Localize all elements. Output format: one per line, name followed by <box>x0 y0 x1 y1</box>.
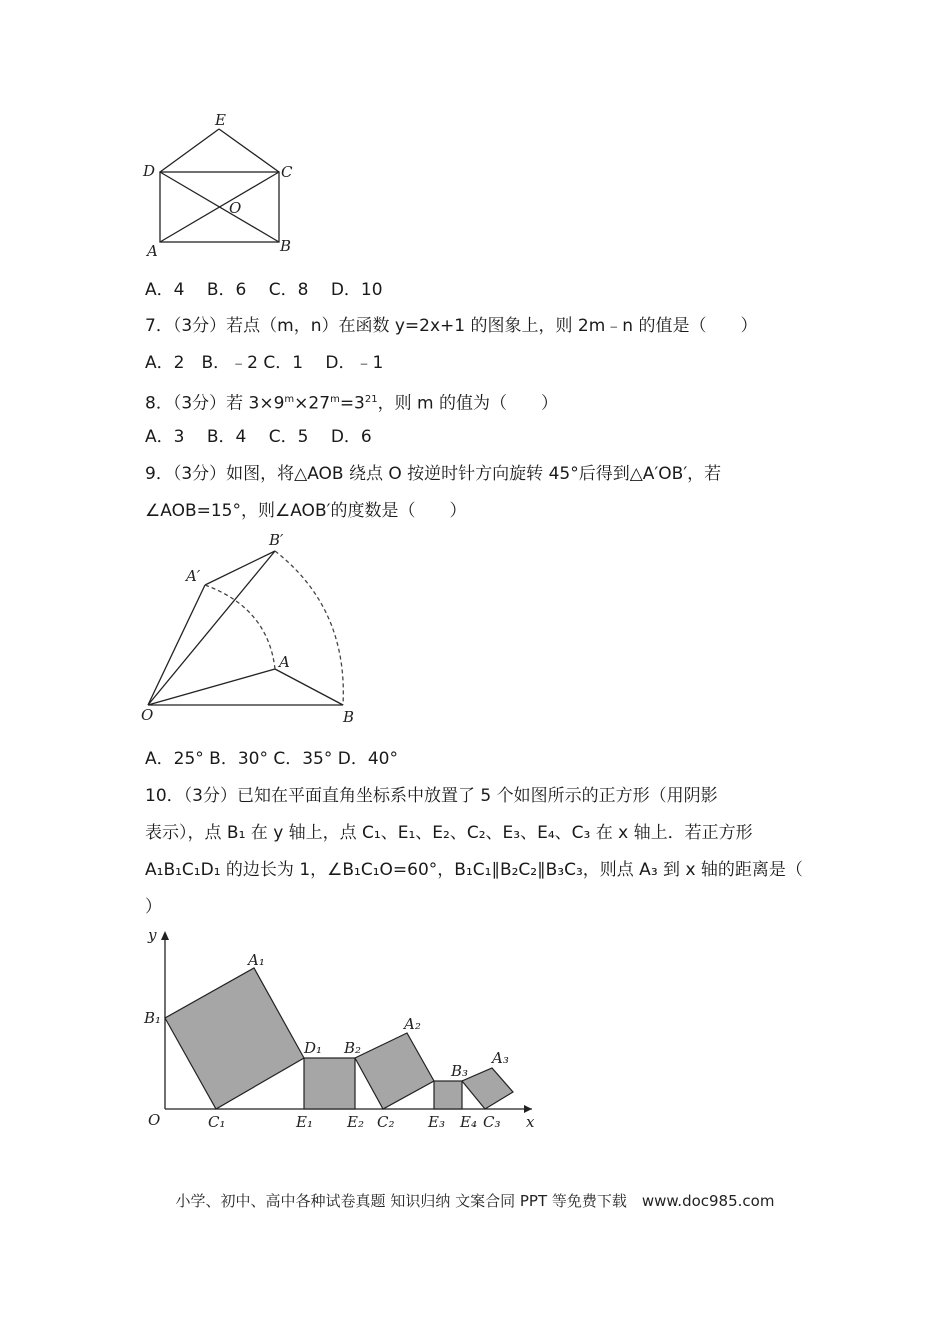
square-4 <box>434 1081 462 1109</box>
q10-stem-line1: 10．（3分）已知在平面直角坐标系中放置了 5 个如图所示的正方形（用阴影 <box>145 786 718 806</box>
q8-stem <box>145 388 558 416</box>
q10-label-a2: A₂ <box>404 1015 421 1033</box>
q10-label-d1: D₁ <box>304 1039 323 1057</box>
q10-label-b3: B₃ <box>451 1062 469 1080</box>
q7-stem: 7．（3分）若点（m，n）在函数 y=2x+1 的图象上，则 2m﹣n 的值是（ ） <box>145 316 758 336</box>
q10-label-y: y <box>148 926 157 944</box>
q9-rotation-figure <box>138 528 368 728</box>
q10-label-a3: A₃ <box>492 1049 509 1067</box>
q6-options: A．4 B．6 C．8 D．10 <box>145 280 383 300</box>
q9-label-bprime: B′ <box>269 531 284 549</box>
q10-label-c3: C₃ <box>483 1113 501 1131</box>
q8-stem-prefix: 8．（3分）若 3×9 <box>145 393 285 414</box>
q10-label-e3: E₃ <box>428 1113 445 1131</box>
q10-label-a1: A₁ <box>248 951 265 969</box>
q9-label-o: O <box>141 706 154 724</box>
q6-label-c: C <box>281 163 293 181</box>
q10-stem-line4: ） <box>145 897 162 917</box>
q8-sup3: 21 <box>364 394 378 405</box>
q9-label-aprime: A′ <box>186 567 201 585</box>
q10-label-b1: B₁ <box>144 1009 162 1027</box>
q10-stem-line2: 表示），点 B₁ 在 y 轴上，点 C₁、E₁、E₂、C₂、E₃、E₄、C₃ 在 x 轴上．若正方形 <box>145 823 753 843</box>
q6-label-d: D <box>143 162 156 180</box>
square-2 <box>304 1058 355 1109</box>
q9-stem-line1: 9．（3分）如图，将△AOB 绕点 O 按逆时针方向旋转 45°后得到△A′OB′，若 <box>145 464 722 484</box>
q6-label-a: A <box>147 242 158 260</box>
q10-label-e4: E₄ <box>460 1113 477 1131</box>
q8-sup2: m <box>330 394 340 405</box>
q6-label-o: O <box>229 199 242 217</box>
square-3 <box>355 1033 434 1109</box>
q8-options: A．3 B．4 C．5 D．6 <box>145 427 372 447</box>
q9-stem-line2: ∠AOB=15°，则∠AOB′的度数是（ ） <box>145 501 467 521</box>
q8-stem-suffix: ，则 m 的值为（ ） <box>377 393 558 414</box>
q10-label-x: x <box>526 1113 535 1131</box>
q9-label-a: A <box>279 653 290 671</box>
q8-stem-eq: =3 <box>339 393 365 414</box>
q10-label-b2: B₂ <box>344 1039 362 1057</box>
q6-label-b: B <box>280 237 292 255</box>
q9-options: A．25° B．30° C．35° D．40° <box>145 749 398 769</box>
q8-stem-mid: ×27 <box>294 393 331 414</box>
q6-label-e: E <box>215 111 226 129</box>
page-footer: 小学、初中、高中各种试卷真题 知识归纳 文案合同 PPT 等免费下载 www.doc985.com <box>175 1192 775 1210</box>
q10-squares-figure <box>140 925 550 1140</box>
q7-options: A．2 B．﹣2 C．1 D．﹣1 <box>145 353 384 373</box>
square-5 <box>462 1068 513 1109</box>
q10-stem-line3: A₁B₁C₁D₁ 的边长为 1，∠B₁C₁O=60°，B₁C₁∥B₂C₂∥B₃C₃，则点 A₃ 到 x 轴的距离是（ <box>145 860 803 880</box>
square-1 <box>165 968 304 1109</box>
q10-label-c2: C₂ <box>377 1113 395 1131</box>
q9-label-b: B <box>343 708 355 726</box>
q8-sup1: m <box>284 394 295 405</box>
q6-rectangle-figure <box>140 110 310 260</box>
q10-label-e2: E₂ <box>347 1113 364 1131</box>
q10-label-e1: E₁ <box>296 1113 313 1131</box>
q10-label-o: O <box>148 1111 161 1129</box>
q10-label-c1: C₁ <box>208 1113 226 1131</box>
